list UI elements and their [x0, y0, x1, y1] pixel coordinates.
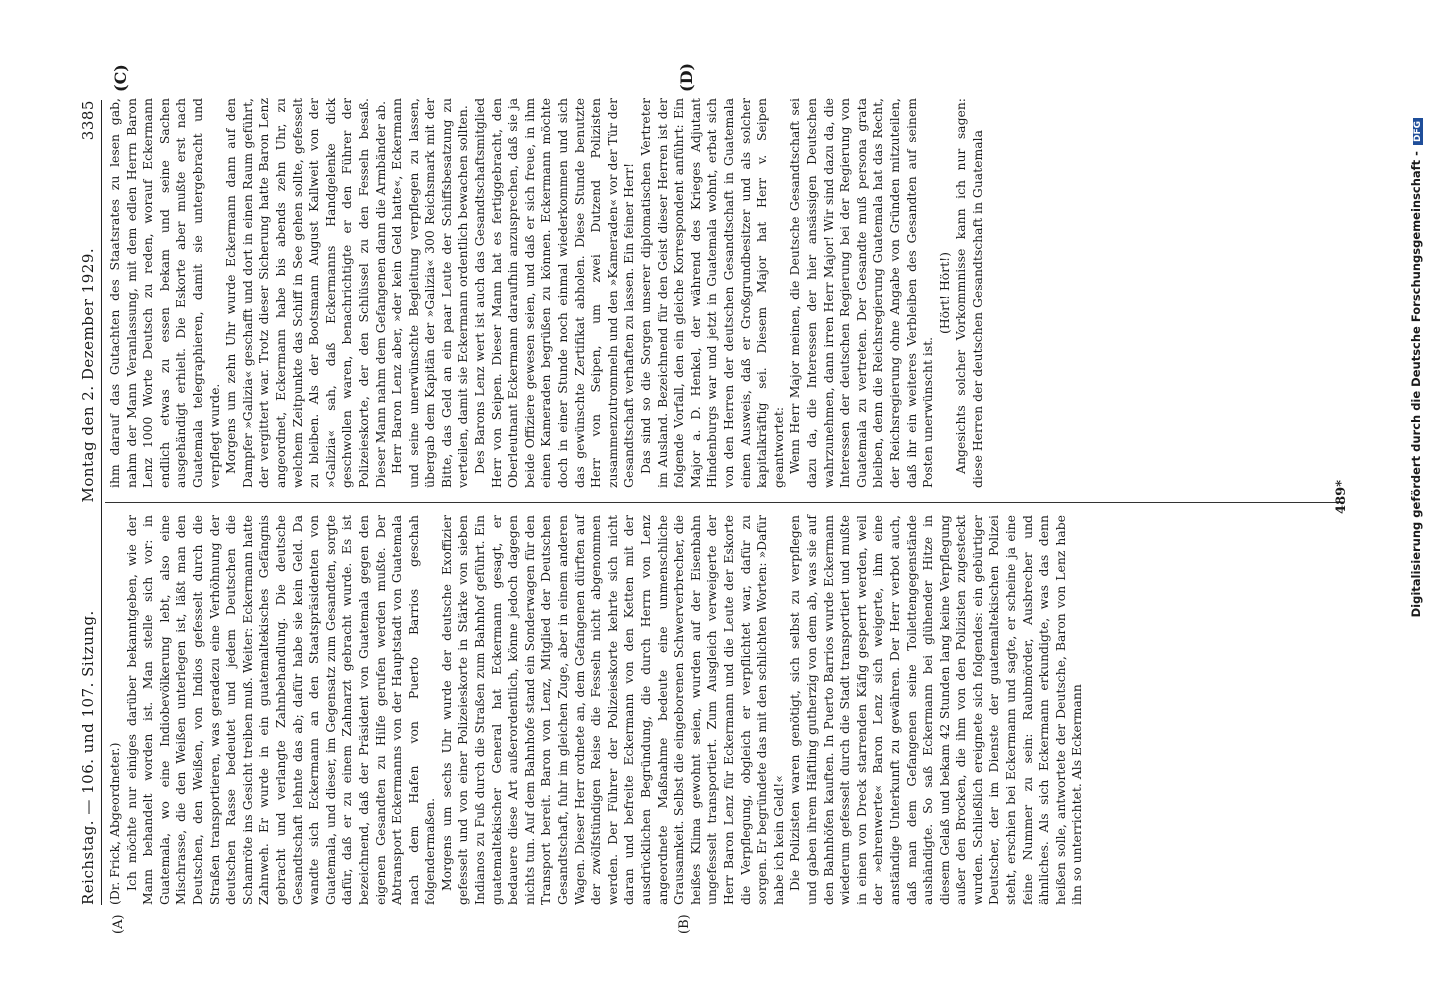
marker-c: (C) [111, 64, 130, 92]
paragraph: Morgens um zehn Uhr wurde Eckermann dann auf den Dampfer »Galizia« geschafft und dort in einen Raum geführt, der vergittert war. Trotz dieser Sicherung hatte Baron Lenz angeordnet, Eckermann habe bis abends zehn Uhr, zu welchem Zeitpunkte das Schiff in See gehen sollte, gefesselt zu bleiben. Als der Bootsmann August Kallweit von der »Galizia« sah, daß Eckermanns Handgelenke dick geschwollen waren, benachrichtigte er den Führer der Polizeieskorte, der den Schlüssel zu den Fesseln besaß. Dieser Mann nahm dem Gefangenen dann die Armbänder ab. [223, 98, 388, 488]
header-rule [101, 100, 102, 905]
speaker-label: (Dr. Frick, Abgeordneter.) [107, 742, 122, 905]
paragraph: Das sind so die Sorgen unserer diplomatischen Vertreter im Ausland. Bezeichnend für den Geist dieser Herren ist der folgende Vorfall, den ein gleiche Korrespondent anführt: Ein Major a. D. Henkel, der während des Krieges Adjutant Hindenburgs war und jetzt in Guatemala wohnt, erbat sich von den Herren der deutschen Gesandtschaft in Guatemala einen Ausweis, daß er Großgrundbesitzer und als solcher kapitalkräftig sei. Diesem Major hat Herr v. Seipen geantwortet: [638, 98, 786, 488]
page-signature: 489* [1334, 480, 1349, 514]
quoted-paragraph: Wenn Herr Major meinen, die Deutsche Gesandtschaft sei dazu da, die Interessen der hier ansässigen Deutschen wahrzunehmen, dann irren Herr Major! Wir sind dazu da, die Interessen der deutschen Regierung bei der Regierung von Guatemala zu vertreten. Der Gesandte muß persona grata bleiben, denn die Reichsregierung Guatemala hat das Recht, der Reichsregierung ohne Angabe von Gründen mitzuteilen, daß ihr ein weiteres Verbleiben des Gesandten auf seinem Posten unerwünscht ist. [787, 98, 936, 488]
scanned-page [77, 60, 1357, 940]
credit-text: Digitalisierung gefördert durch die Deutsche Forschungsgemeinschaft - [1409, 151, 1423, 618]
header-center: Montag den 2. Dezember 1929. [79, 247, 97, 503]
paragraph: ihm darauf das Gutachten des Staatsrates zu lesen gab, nahm der Mann Veranlassung, mit dem edlen Herrn Baron Lenz 1000 Worte Deutsch zu reden, worauf Eckermann endlich etwas zu essen bekam und seine Sachen ausgehändigt erhielt. Die Eskorte aber mußte erst nach Guatemala telegraphieren, damit sie untergebracht und verpflegt wurde. [107, 98, 222, 488]
marker-b: (B) [677, 914, 692, 934]
left-column [107, 515, 1086, 905]
right-column [107, 98, 986, 488]
paragraph: Morgens um sechs Uhr wurde der deutsche Exoffizier gefesselt und von einer Polizeieskorte in Stärke von sieben Indianos zu Fuß durch die Straßen zum Bahnhof geführt. Ein guatemaltekischer General hat Eckermann gesagt, er bedauere diese Art außerordentlich, könne jedoch dagegen nichts tun. Auf dem Bahnhofe stand ein Sonderwagen für den Transport bereit. Baron von Lenz, Mitglied der Deutschen Gesandtschaft, fuhr im gleichen Zuge, aber in einem anderen Wagen. Dieser Herr ordnete an, dem Gefangenen dürften auf der zwölfstündigen Reise die Fesseln nicht abgenommen werden. Der Führer der Polizeieskorte kehrte sich nicht daran und befreite Eckermann von den Ketten mit der ausdrücklichen Begründung, die durch Herrn von Lenz angeordnete Maßnahme bedeute eine unmenschliche Grausamkeit. Selbst die eingeborenen Schwerverbrecher, die heißes Klima gewohnt seien, wurden auf der Eisenbahn ungefesselt transportiert. Zum Ausgleich verweigerte der Herr Baron Lenz für Eckermann und die Leute der Eskorte die Verpflegung, obgleich er verpflichtet war, dafür zu sorgen. Er begründete das mit den schlichten Worten: »Dafür habe ich kein Geld!« [438, 515, 786, 905]
page-header [79, 100, 101, 905]
dfg-logo: DFG [1413, 118, 1423, 145]
paragraph: Ich möchte nur einiges darüber bekanntgeben, wie der Mann behandelt worden ist. Man stelle sich vor: in Guatemala, wo eine Indiobevölkerung lebt, also eine Mischrasse, die den Weißen unterlegen ist, läßt man den Deutschen, den Weißen, von Indios gefesselt durch die Straßen transportieren, was geradezu eine Verhöhnung der deutschen Rasse bedeutet und jedem Deutschen die Schamröte ins Gesicht treiben muß. Weiter: Eckermann hatte Zahnweh. Er wurde in ein guatemaltekisches Gefängnis gebracht und verlangte Zahnbehandlung. Die deutsche Gesandtschaft lehnte das ab; dafür habe sie kein Geld. Da wandte sich Eckermann an den Staatspräsidenten von Guatemala, und dieser, im Gegensatz zum Gesandten, sorgte dafür, daß er zu einem Zahnarzt gebracht wurde. Es ist bezeichnend, daß der Präsident von Guatemala gegen den eigenen Gesandten zu Hilfe gerufen werden mußte. Der Abtransport Eckermanns von der Hauptstadt von Guatemala nach dem Hafen von Puerto Barrios geschah folgendermaßen. [123, 515, 438, 905]
marker-d: (D) [677, 62, 696, 92]
paragraph: Die Polizisten waren genötigt, sich selbst zu verpflegen und gaben ihrem Häftling gutherzig von dem ab, was sie auf den Bahnhöfen kauften. In Puerto Barrios wurde Eckermann wiederum gefesselt durch die Stadt transportiert und mußte in einen von Dreck starrenden Käfig gesperrt werden, weil der »ehrenwerte« Baron Lenz sich weigerte, ihm eine anständige Unterkunft zu gewähren. Der Herr verbot auch, daß man dem Gefangenen seine Toilettengegenstände aushändigte. So saß Eckermann bei glühender Hitze in diesem Gelaß und bekam 42 Stunden lang keine Verpflegung außer den Brocken, die ihm von den Polizisten zugesteckt wurden. Schließlich ereignete sich folgendes: ein gebürtiger Deutscher, der im Dienste der guatemaltekischen Polizei steht, erschien bei Eckermann und sagte, er scheine ja eine feine Nummer zu sein: Raubmörder, Ausbrecher und ähnliches. Als sich Eckermann erkundigte, was das denn heißen solle, antwortete der Deutsche, Baron von Lenz habe ihn so unterrichtet. Als Eckermann [787, 515, 1085, 905]
column-divider [105, 502, 1340, 503]
paragraph: Des Barons Lenz wert ist auch das Gesandtschaftsmitglied Herr von Seipen. Dieser Mann hat es fertiggebracht, den Oberleutnant Eckermann daraufhin anzusprechen, daß sie ja beide Offiziere gewesen seien, und daß er sich freue, in ihm einen Kameraden begrüßen zu können. Eckermann möchte doch in einer Stunde noch einmal wiederkommen und sich das gewünschte Zertifikat abholen. Diese Stunde benutzte Herr von Seipen, um zwei Dutzend Polizisten zusammenzutrommeln und den »Kameraden« vor der Tür der Gesandtschaft verhaften zu lassen. Ein feiner Herr! [472, 98, 637, 488]
paragraph: Herr Baron Lenz aber, »der kein Geld hatte«, Eckermann und seine unerwünschte Begleitung verpflegen zu lassen, übergab dem Kapitän der »Galizia« 300 Reichsmark mit der Bitte, das Geld an ein paar Leute der Schiffsbesatzung zu verteilen, damit sie Eckermann ordentlich bewachen sollten. [389, 98, 471, 488]
sidebar-credit [1398, 0, 1434, 1000]
paragraph: Angesichts solcher Vorkommnisse kann ich nur sagen: diese Herren der deutschen Gesandtschaft in Guatemala [953, 98, 985, 488]
header-page-number: 3385 [79, 100, 97, 141]
interjection: (Hört! Hört!) [936, 252, 952, 334]
header-left: Reichstag. — 106. und 107. Sitzung. [79, 610, 97, 905]
marker-a: (A) [111, 914, 126, 934]
